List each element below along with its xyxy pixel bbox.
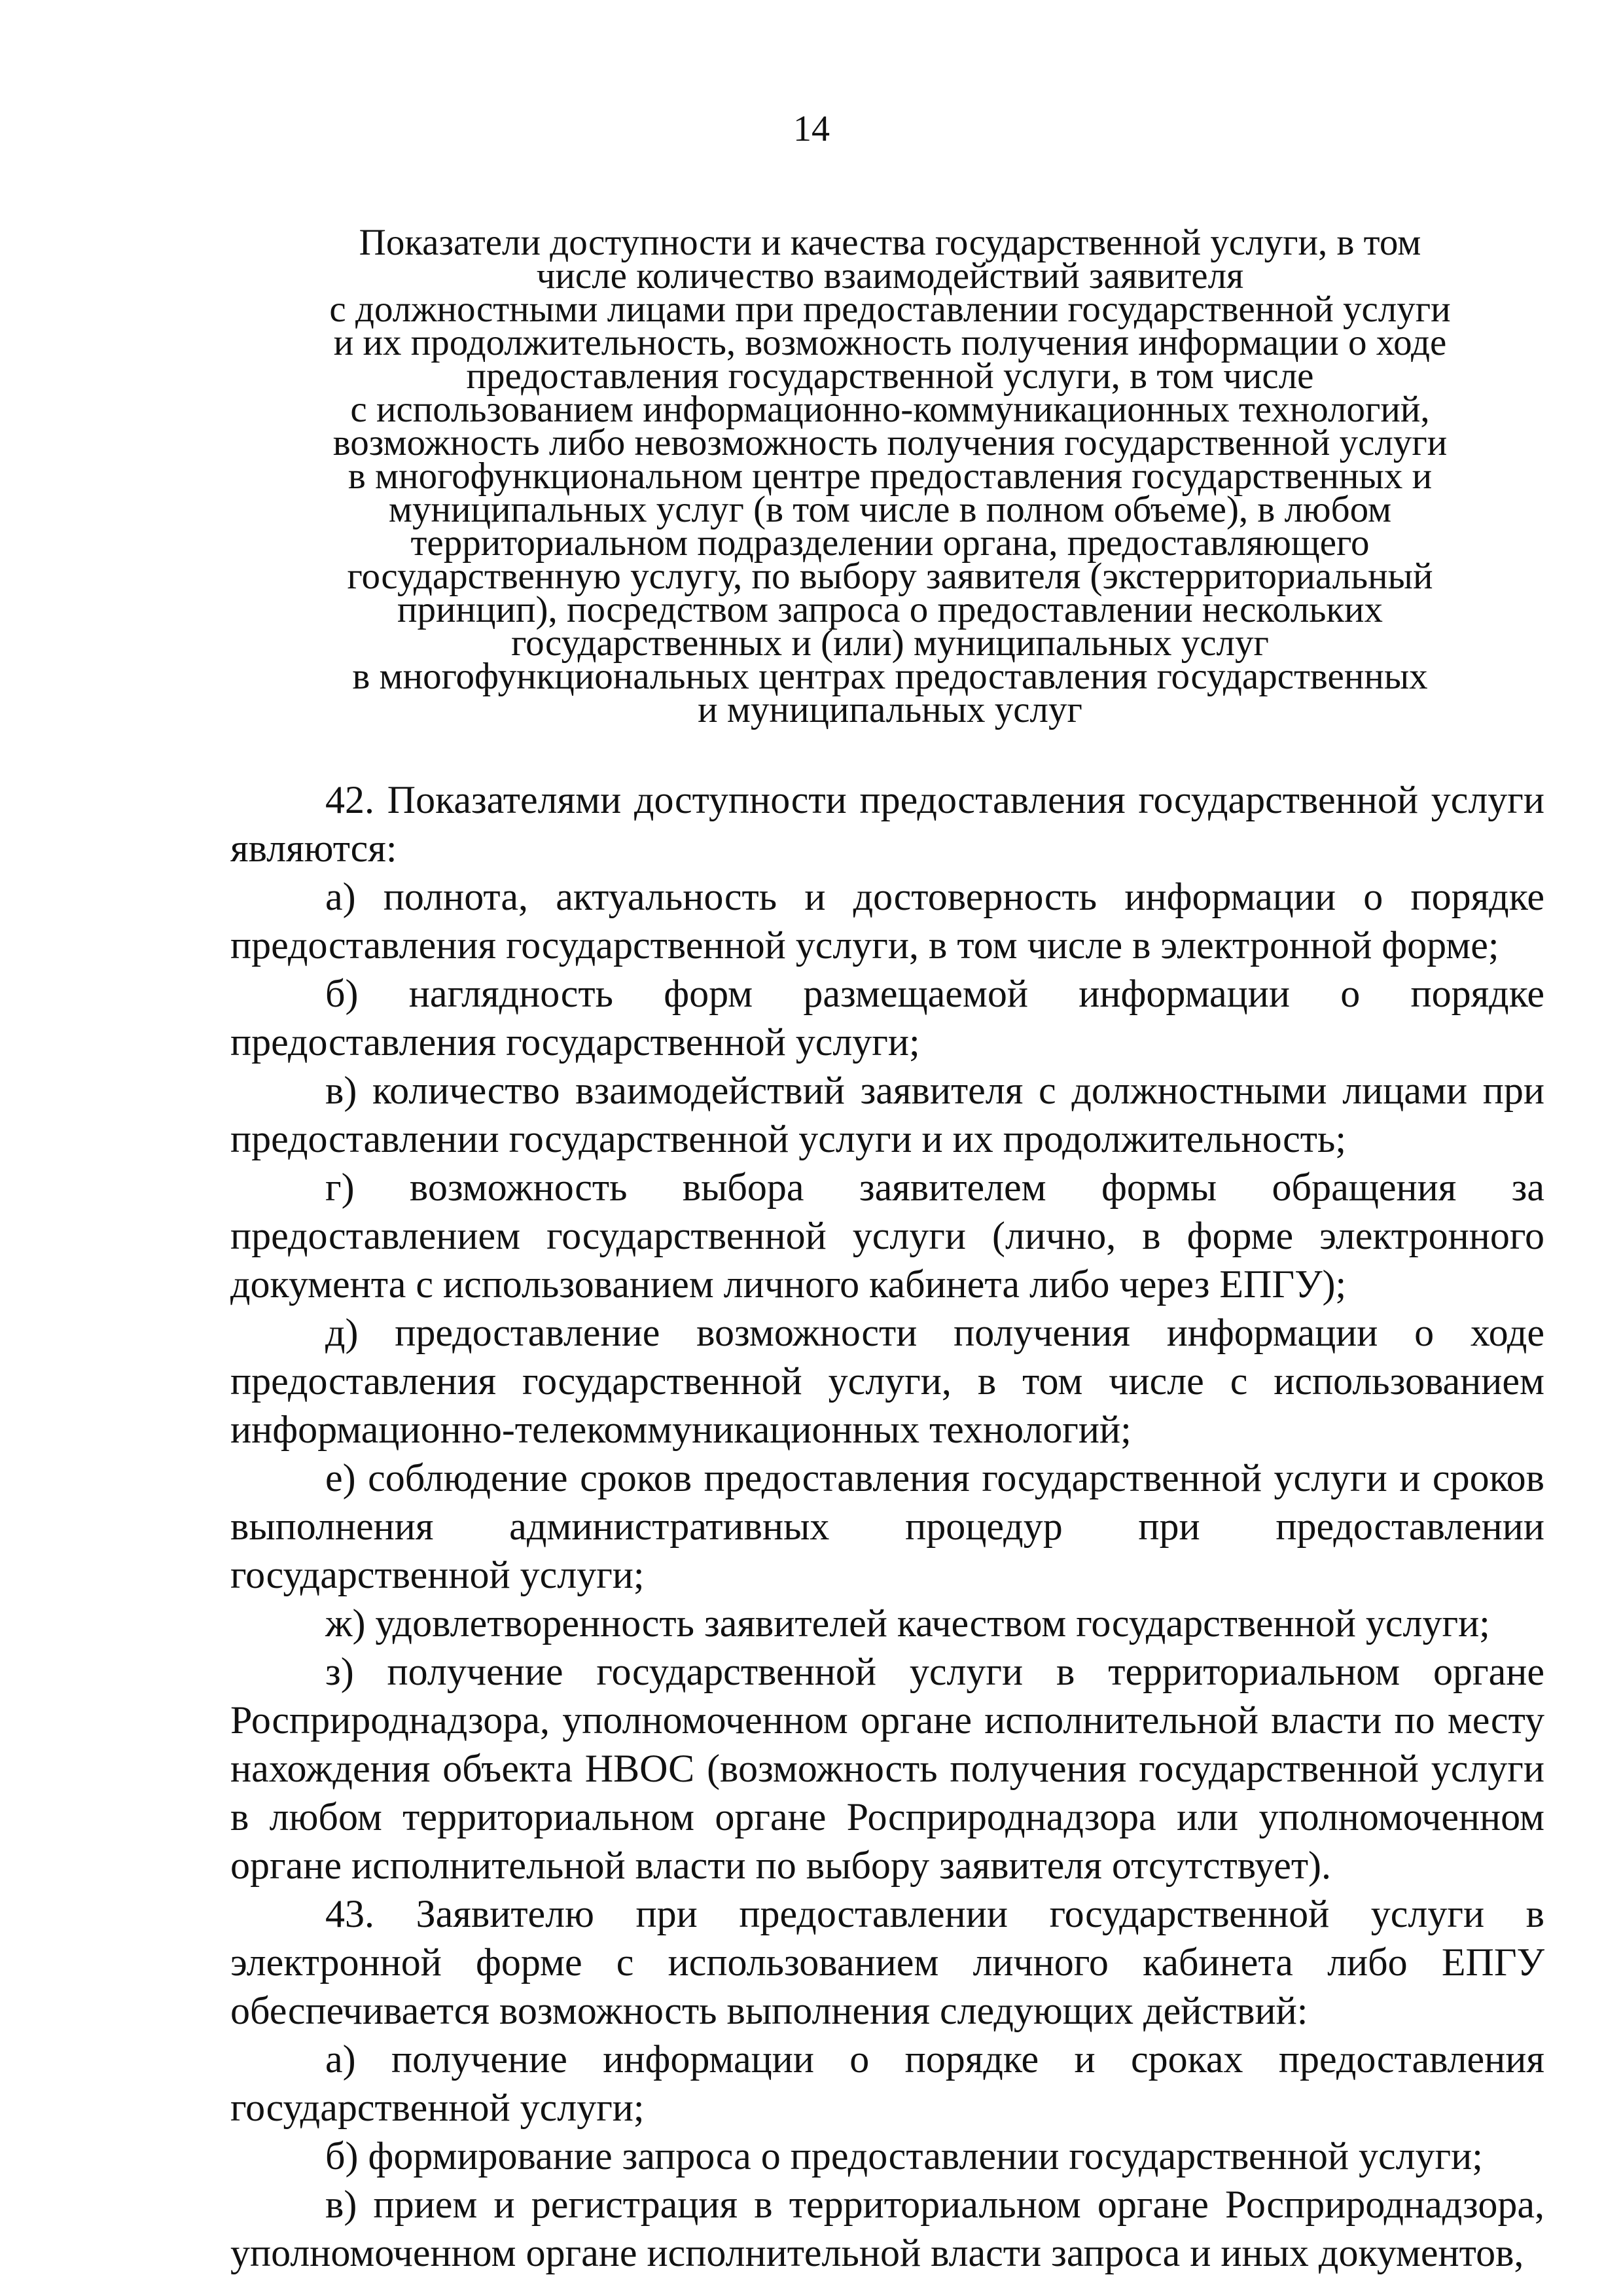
paragraph: в) количество взаимодействий заявителя с должностными лицами при предоставлении государственной услуги и их продолжительность; <box>230 1069 1544 1160</box>
heading-line: с должностными лицами при предоставлении государственной услуги <box>329 289 1451 330</box>
heading-line: территориальном подразделении органа, предоставляющего <box>410 522 1370 564</box>
page-number: 14 <box>793 109 830 149</box>
paragraph: а) полнота, актуальность и достоверность информации о порядке предоставления государственной услуги, в том числе в электронной форме; <box>230 875 1544 967</box>
heading-line: в многофункциональном центре предоставления государственных и <box>348 456 1433 497</box>
heading-line: государственных и (или) муниципальных услуг <box>511 622 1269 664</box>
paragraph: ж) удовлетворенность заявителей качеством государственной услуги; <box>325 1602 1490 1645</box>
heading-line: государственную услугу, по выбору заявителя (экстерриториальный <box>347 556 1433 597</box>
paragraph: з) получение государственной услуги в территориальном органе Росприроднадзора, уполномоченном органе исполнительной власти по месту нахождения объекта НВОС (возможность получения государственной услуги в любом территориальном органе Росприроднадзора или уполномоченном органе исполнительной власти по выбору заявителя отсутствует). <box>230 1650 1544 1887</box>
paragraph: в) прием и регистрация в территориальном органе Росприроднадзора, уполномоченном органе исполнительной власти запроса и иных документов, <box>230 2183 1544 2274</box>
heading-line: в многофункциональных центрах предоставления государственных <box>352 656 1428 697</box>
paragraph: б) формирование запроса о предоставлении государственной услуги; <box>325 2134 1483 2178</box>
paragraph: г) возможность выбора заявителем формы обращения за предоставлением государственной услуги (лично, в форме электронного документа с использованием личного кабинета либо через ЕПГУ); <box>230 1166 1544 1306</box>
heading-line: принцип), посредством запроса о предоставлении нескольких <box>397 589 1383 630</box>
heading-line: и муниципальных услуг <box>698 689 1082 730</box>
document-body <box>230 776 1544 2277</box>
paragraph: д) предоставление возможности получения информации о ходе предоставления государственной услуги, в том числе с использованием информационно-телекоммуникационных технологий; <box>230 1311 1544 1451</box>
heading-line: муниципальных услуг (в том числе в полном объеме), в любом <box>388 489 1392 530</box>
heading-line: числе количество взаимодействий заявителя <box>536 255 1244 296</box>
paragraph: а) получение информации о порядке и сроках предоставления государственной услуги; <box>230 2037 1544 2129</box>
paragraph: е) соблюдение сроков предоставления государственной услуги и сроков выполнения административных процедур при предоставлении государственной услуги; <box>230 1456 1544 1596</box>
heading-line: Показатели доступности и качества государственной услуги, в том <box>359 222 1421 263</box>
heading-line: возможность либо невозможность получения государственной услуги <box>332 422 1448 463</box>
paragraph: 43. Заявителю при предоставлении государственной услуги в электронной форме с использованием личного кабинета либо ЕПГУ обеспечивается возможность выполнения следующих действий: <box>230 1892 1544 2032</box>
section-heading <box>288 222 1492 730</box>
heading-line: с использованием информационно-коммуникационных технологий, <box>350 389 1430 430</box>
paragraph: 42. Показателями доступности предоставления государственной услуги являются: <box>230 778 1544 870</box>
heading-line: предоставления государственной услуги, в том числе <box>466 355 1314 397</box>
paragraph: б) наглядность форм размещаемой информации о порядке предоставления государственной услуги; <box>230 972 1544 1064</box>
heading-line: и их продолжительность, возможность получения информации о ходе <box>333 322 1447 363</box>
